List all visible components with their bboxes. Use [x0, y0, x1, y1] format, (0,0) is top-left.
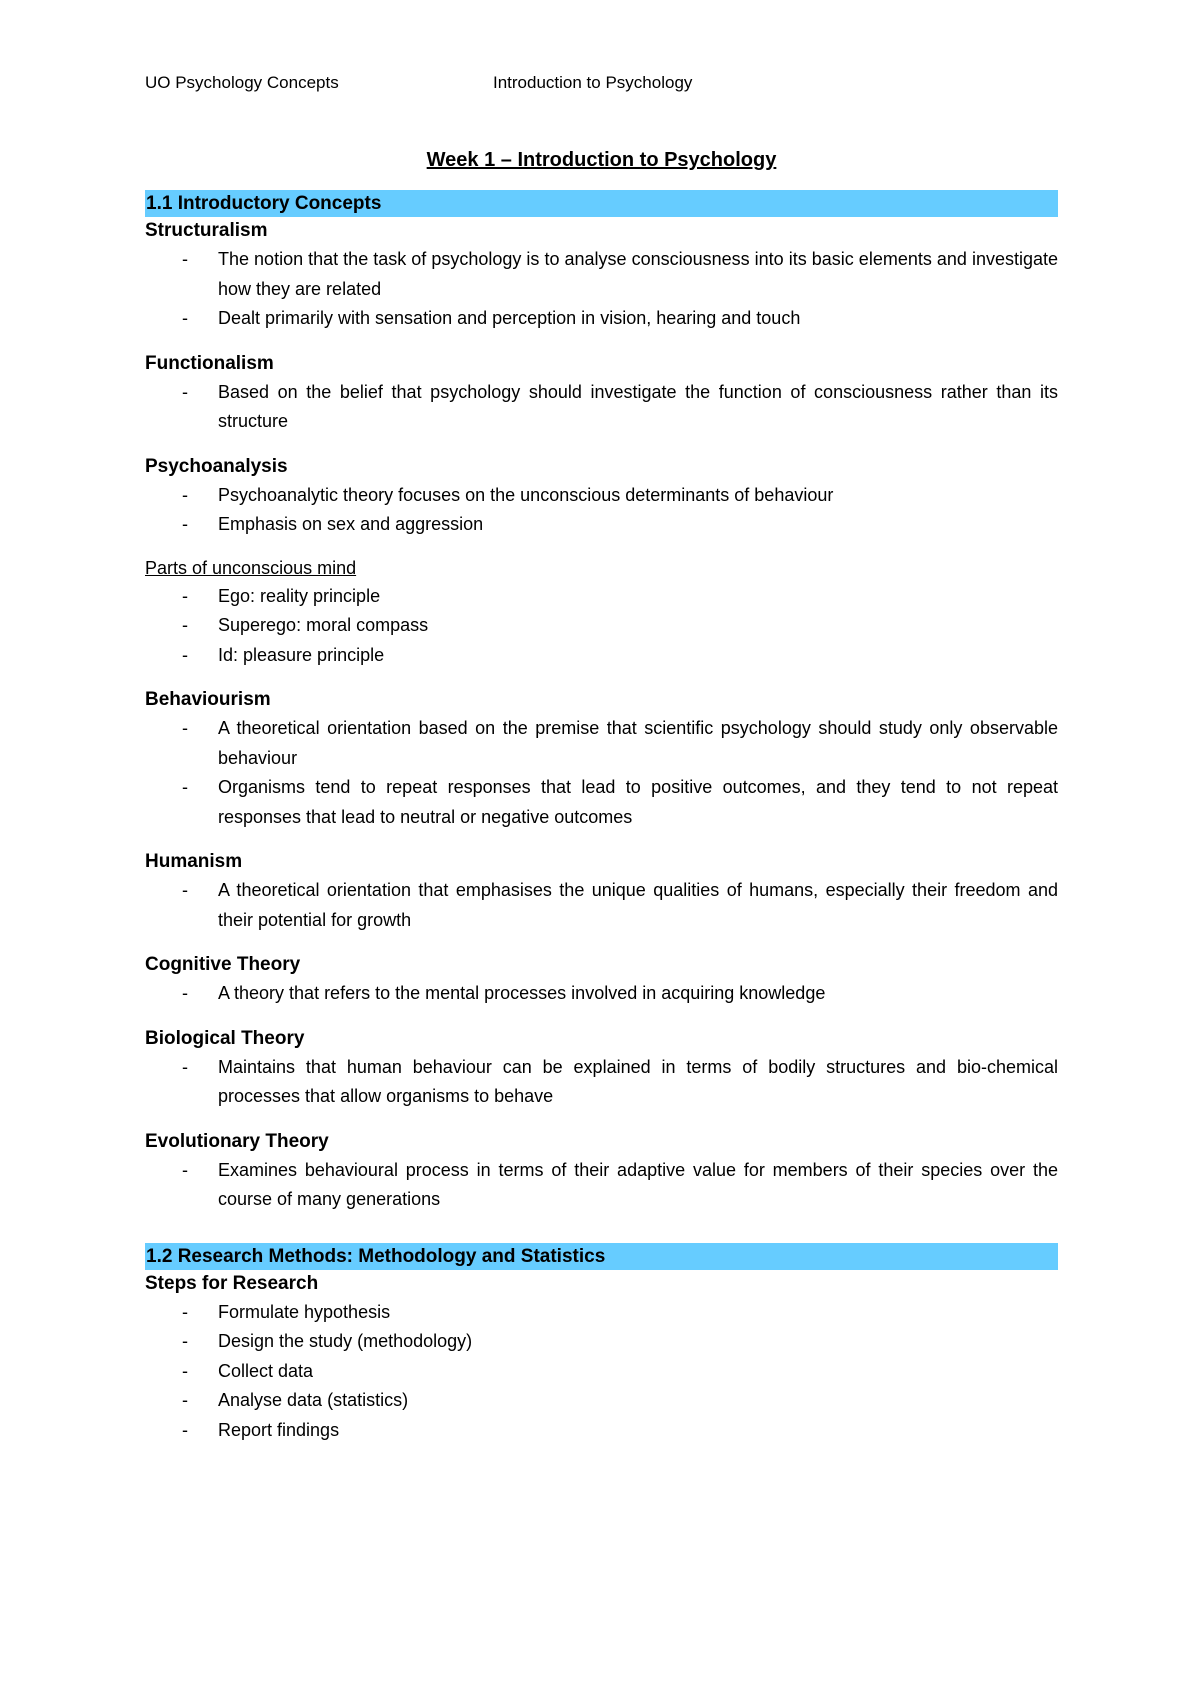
- list-item: [145, 641, 1058, 671]
- dash-marker: -: [182, 514, 188, 534]
- list-item: [145, 245, 1058, 304]
- list-item-text: Superego: moral compass: [218, 615, 429, 635]
- dash-marker: -: [182, 585, 188, 606]
- topic-heading: Biological Theory: [145, 1027, 305, 1049]
- list-item-text: Organisms tend to repeat responses that lead to positive outcomes, and they tend to not repeat responses that lead to neutral or negative outcomes: [218, 777, 1058, 827]
- list-item: [145, 510, 1058, 540]
- dash-marker: -: [182, 718, 188, 738]
- topic-heading: Cognitive Theory: [145, 954, 301, 975]
- topic-heading: Structuralism: [145, 220, 268, 241]
- list-item: [145, 481, 1058, 511]
- topic-heading: Psychoanalysis: [145, 455, 288, 477]
- list-item-text: Maintains that human behaviour can be explained in terms of bodily structures and bio-chemical processes that allow organisms to behave: [218, 1056, 1058, 1106]
- list-item-text: Report findings: [218, 1419, 340, 1440]
- bullet-list: [145, 1156, 1058, 1215]
- topic: [145, 350, 1058, 437]
- dash-marker: -: [182, 1301, 188, 1322]
- bullet-list: [145, 979, 1058, 1009]
- topic-heading: Steps for Research: [145, 1272, 319, 1294]
- list-item-text: A theory that refers to the mental processes involved in acquiring knowledge: [218, 983, 826, 1003]
- list-item-text: Emphasis on sex and aggression: [218, 514, 484, 534]
- bullet-list: [145, 378, 1058, 437]
- list-item-text: Id: pleasure principle: [218, 644, 385, 665]
- dash-marker: -: [182, 249, 188, 269]
- dash-marker: -: [182, 1360, 188, 1381]
- dash-marker: -: [182, 1056, 188, 1077]
- list-item: [145, 1386, 1058, 1416]
- bullet-list: [145, 714, 1058, 832]
- list-item: [145, 304, 1058, 334]
- list-item-text: Examines behavioural process in terms of their adaptive value for members of their species over the course of many generations: [218, 1159, 1058, 1209]
- topic: [145, 217, 1058, 334]
- list-item: [145, 378, 1058, 437]
- list-item-text: Dealt primarily with sensation and perception in vision, hearing and touch: [218, 308, 801, 328]
- bullet-list: [145, 1298, 1058, 1446]
- list-item-text: Analyse data (statistics): [218, 1390, 409, 1410]
- dash-marker: -: [182, 1159, 188, 1180]
- dash-marker: -: [182, 308, 188, 328]
- topic: [145, 951, 1058, 1009]
- header-subject: Introduction to Psychology: [493, 73, 693, 92]
- bullet-list: [145, 876, 1058, 935]
- topic-heading: Humanism: [145, 851, 243, 872]
- list-item-text: Ego: reality principle: [218, 585, 381, 606]
- list-item: [145, 1298, 1058, 1328]
- list-item: [145, 1327, 1058, 1357]
- running-header: [145, 71, 1055, 95]
- topic: [145, 453, 1058, 671]
- topic: [145, 1128, 1058, 1215]
- list-item: [145, 714, 1058, 773]
- bullet-list: [145, 245, 1058, 334]
- list-item: [145, 1053, 1058, 1112]
- section: [145, 1243, 1058, 1446]
- dash-marker: -: [182, 1419, 188, 1440]
- list-item: [145, 582, 1058, 612]
- topic-heading: Functionalism: [145, 352, 274, 374]
- bullet-list: [145, 481, 1058, 540]
- document-body: [145, 146, 1058, 1445]
- list-item-text: Collect data: [218, 1360, 314, 1381]
- list-item-text: Formulate hypothesis: [218, 1301, 391, 1322]
- dash-marker: -: [182, 880, 188, 900]
- topic-heading: Behaviourism: [145, 689, 271, 710]
- dash-marker: -: [182, 381, 188, 402]
- list-item: [145, 979, 1058, 1009]
- header-course-name: UO Psychology Concepts: [145, 73, 339, 92]
- topic: [145, 686, 1058, 832]
- dash-marker: -: [182, 484, 188, 505]
- dash-marker: -: [182, 615, 188, 635]
- dash-marker: -: [182, 1390, 188, 1410]
- list-item-text: A theoretical orientation based on the premise that scientific psychology should study only observable behaviour: [218, 718, 1058, 768]
- bullet-list: [145, 1053, 1058, 1112]
- topic: [145, 848, 1058, 935]
- section-heading: 1.1 Introductory Concepts: [145, 190, 1058, 217]
- list-item-text: A theoretical orientation that emphasises the unique qualities of humans, especially their freedom and their potential for growth: [218, 880, 1058, 930]
- section: [145, 190, 1058, 1215]
- section-heading: 1.2 Research Methods: Methodology and Statistics: [145, 1243, 1058, 1270]
- sections-container: [145, 190, 1058, 1445]
- list-item-text: Based on the belief that psychology should investigate the function of consciousness rather than its structure: [218, 381, 1058, 431]
- list-item: [145, 876, 1058, 935]
- topic: [145, 1270, 1058, 1446]
- list-item-text: Psychoanalytic theory focuses on the unconscious determinants of behaviour: [218, 484, 834, 505]
- list-item: [145, 1416, 1058, 1446]
- dash-marker: -: [182, 983, 188, 1003]
- topic-heading: Evolutionary Theory: [145, 1130, 329, 1152]
- bullet-list: [145, 582, 1058, 671]
- topic: [145, 1025, 1058, 1112]
- list-item: [145, 773, 1058, 832]
- dash-marker: -: [182, 777, 188, 797]
- document-title: Week 1 – Introduction to Psychology: [426, 149, 777, 171]
- list-item: [145, 611, 1058, 641]
- list-item: [145, 1156, 1058, 1215]
- list-item-text: The notion that the task of psychology is to analyse consciousness into its basic elements and investigate how they are related: [218, 249, 1058, 299]
- dash-marker: -: [182, 1331, 188, 1351]
- list-item: [145, 1357, 1058, 1387]
- list-item-text: Design the study (methodology): [218, 1331, 473, 1351]
- dash-marker: -: [182, 644, 188, 665]
- sublist-label: Parts of unconscious mind: [145, 557, 357, 578]
